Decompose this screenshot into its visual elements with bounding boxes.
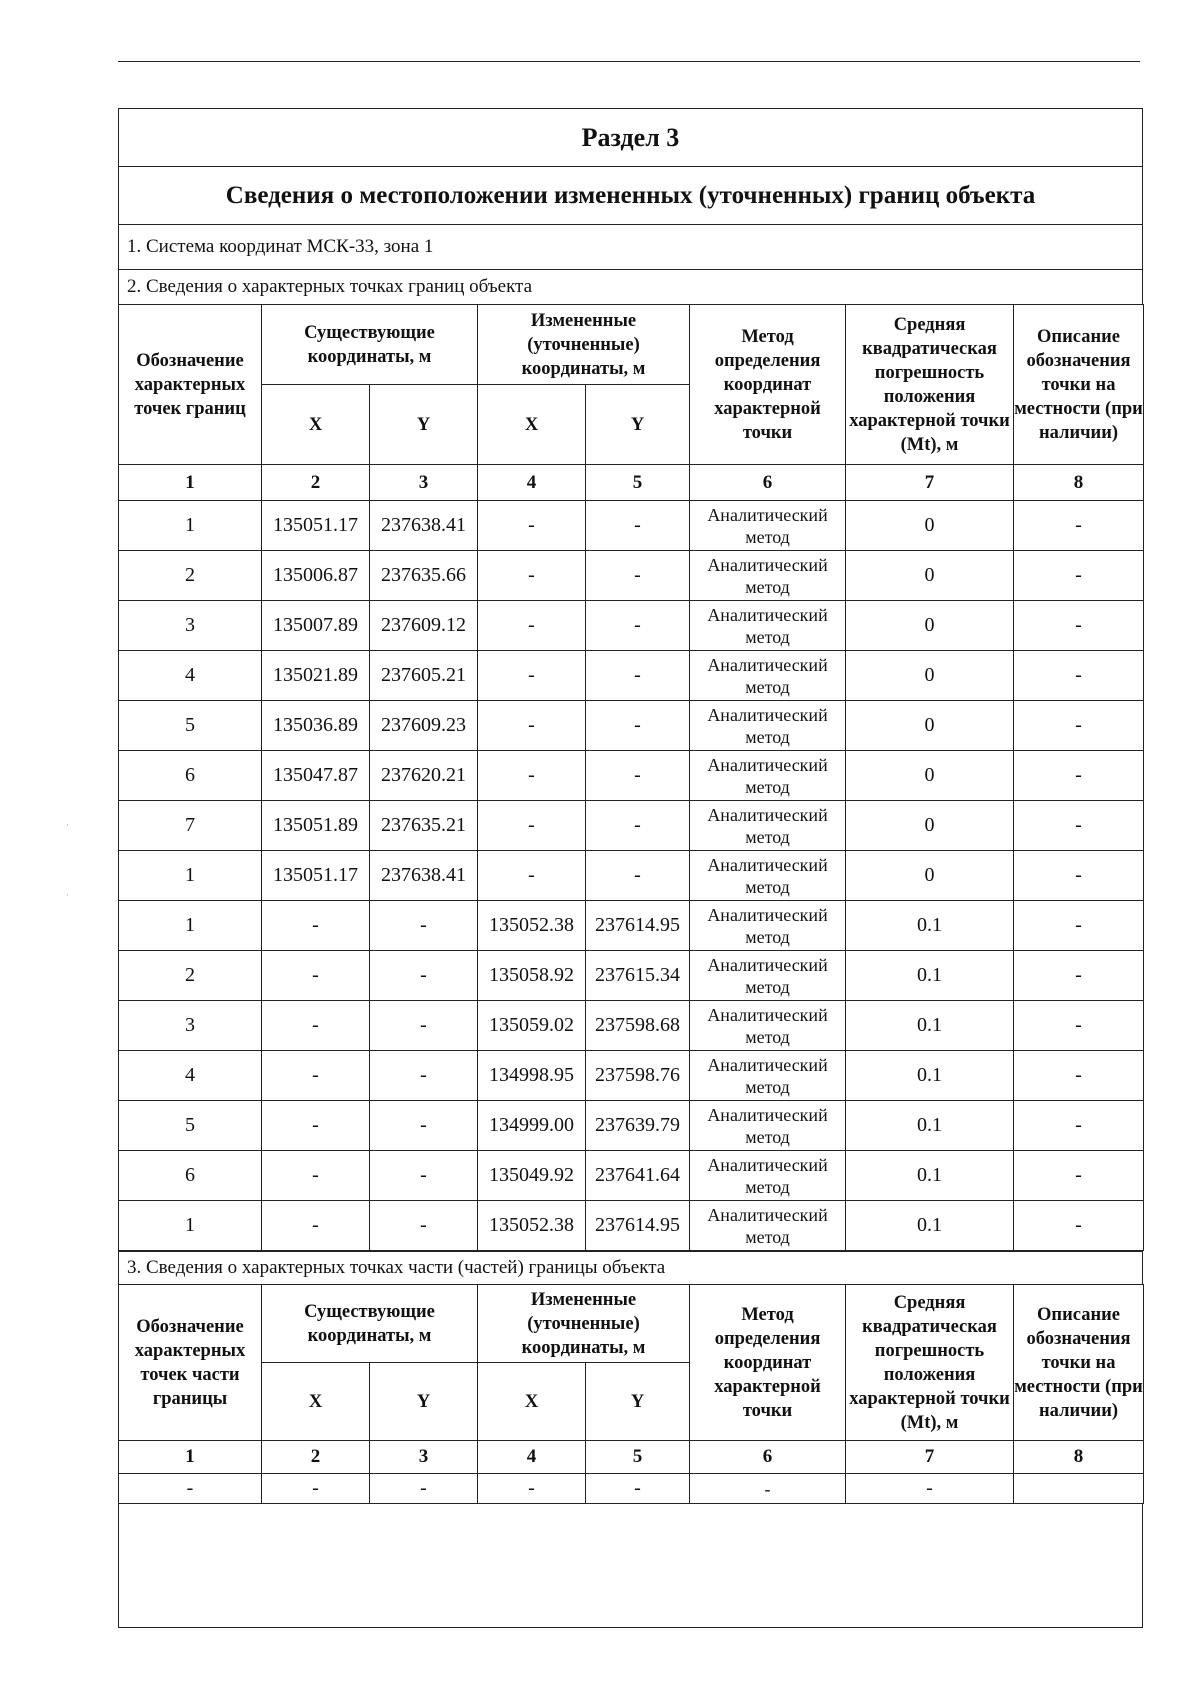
description-cell: - — [1014, 601, 1144, 651]
col-y-header: Y — [370, 385, 478, 465]
col-description-header: Описание обозначения точки на местности (при наличии) — [1014, 305, 1144, 465]
col-number: 3 — [370, 465, 478, 501]
point-cell: 1 — [119, 1201, 262, 1251]
description-cell: - — [1014, 1101, 1144, 1151]
existing-x-cell: 135047.87 — [262, 751, 370, 801]
table-row — [119, 551, 1144, 601]
changed-x-cell: 135052.38 — [478, 1201, 586, 1251]
col-x-header: X — [262, 1363, 370, 1441]
col-description-header: Описание обозначения точки на местности (при наличии) — [1014, 1285, 1144, 1441]
table-row — [119, 601, 1144, 651]
col-x-header: X — [262, 385, 370, 465]
existing-x-cell: - — [262, 1201, 370, 1251]
error-cell: 0 — [846, 801, 1014, 851]
part2-heading: 2. Сведения о характерных точках границ объекта — [118, 269, 1143, 304]
existing-y-cell: 237620.21 — [370, 751, 478, 801]
point-cell: 5 — [119, 1101, 262, 1151]
error-cell: 0 — [846, 851, 1014, 901]
method-cell: - — [690, 1474, 846, 1504]
existing-y-cell: - — [370, 1201, 478, 1251]
col-method-header: Метод определения координат характерной точки — [690, 1285, 846, 1441]
changed-y-cell: 237598.68 — [586, 1001, 690, 1051]
point-cell: 3 — [119, 601, 262, 651]
existing-x-cell: - — [262, 1051, 370, 1101]
method-cell: Аналитический метод — [690, 851, 846, 901]
existing-x-cell: 135051.17 — [262, 501, 370, 551]
margin-mark: · — [66, 890, 69, 900]
table-row — [119, 951, 1144, 1001]
part3-table-body — [119, 1474, 1144, 1504]
changed-x-cell: - — [478, 751, 586, 801]
existing-x-cell: - — [262, 1474, 370, 1504]
existing-y-cell: - — [370, 951, 478, 1001]
changed-y-cell: - — [586, 851, 690, 901]
description-cell: - — [1014, 951, 1144, 1001]
col-existing-header: Существующие координаты, м — [262, 305, 478, 385]
section-frame — [118, 108, 1143, 1628]
changed-y-cell: 237598.76 — [586, 1051, 690, 1101]
margin-mark: · — [66, 820, 69, 830]
point-cell: 4 — [119, 651, 262, 701]
col-number: 7 — [846, 465, 1014, 501]
description-cell: - — [1014, 801, 1144, 851]
part2-table-head — [119, 305, 1144, 501]
part2-table — [118, 304, 1144, 1251]
error-cell: 0.1 — [846, 1201, 1014, 1251]
table-row — [119, 1051, 1144, 1101]
table-row — [119, 1001, 1144, 1051]
changed-x-cell: 134998.95 — [478, 1051, 586, 1101]
table-row — [119, 851, 1144, 901]
changed-x-cell: - — [478, 1474, 586, 1504]
changed-x-cell: - — [478, 851, 586, 901]
changed-y-cell: - — [586, 751, 690, 801]
part3-table — [118, 1284, 1144, 1504]
changed-x-cell: - — [478, 651, 586, 701]
changed-y-cell: - — [586, 701, 690, 751]
description-cell: - — [1014, 751, 1144, 801]
description-cell: - — [1014, 701, 1144, 751]
changed-y-cell: 237615.34 — [586, 951, 690, 1001]
col-y-header: Y — [586, 385, 690, 465]
col-number: 7 — [846, 1441, 1014, 1474]
section-subtitle: Сведения о местоположении измененных (уточненных) границ объекта — [118, 166, 1143, 224]
point-cell: - — [119, 1474, 262, 1504]
existing-x-cell: - — [262, 1001, 370, 1051]
table-row — [119, 501, 1144, 551]
existing-y-cell: 237609.23 — [370, 701, 478, 751]
method-cell: Аналитический метод — [690, 501, 846, 551]
table-row — [119, 651, 1144, 701]
existing-x-cell: 135036.89 — [262, 701, 370, 751]
col-number: 2 — [262, 1441, 370, 1474]
table-row — [119, 801, 1144, 851]
col-designation-header: Обозначение характерных точек части границы — [119, 1285, 262, 1441]
existing-x-cell: 135051.17 — [262, 851, 370, 901]
top-rule — [118, 61, 1140, 62]
col-number: 8 — [1014, 465, 1144, 501]
existing-y-cell: - — [370, 1001, 478, 1051]
col-y-header: Y — [586, 1363, 690, 1441]
existing-x-cell: 135021.89 — [262, 651, 370, 701]
col-number: 4 — [478, 1441, 586, 1474]
col-number: 6 — [690, 1441, 846, 1474]
col-number: 4 — [478, 465, 586, 501]
existing-y-cell: 237605.21 — [370, 651, 478, 701]
method-cell: Аналитический метод — [690, 551, 846, 601]
method-cell: Аналитический метод — [690, 1001, 846, 1051]
part3-table-head — [119, 1285, 1144, 1474]
existing-y-cell: 237638.41 — [370, 851, 478, 901]
description-cell: - — [1014, 1001, 1144, 1051]
point-cell: 1 — [119, 501, 262, 551]
point-cell: 4 — [119, 1051, 262, 1101]
error-cell: 0 — [846, 601, 1014, 651]
section-title: Раздел 3 — [118, 108, 1143, 166]
point-cell: 6 — [119, 751, 262, 801]
description-cell: - — [1014, 501, 1144, 551]
changed-y-cell: 237614.95 — [586, 1201, 690, 1251]
table-row — [119, 1201, 1144, 1251]
changed-y-cell: 237639.79 — [586, 1101, 690, 1151]
table-row — [119, 1101, 1144, 1151]
col-designation-header: Обозначение характерных точек границ — [119, 305, 262, 465]
col-number: 5 — [586, 1441, 690, 1474]
method-cell: Аналитический метод — [690, 751, 846, 801]
changed-x-cell: - — [478, 601, 586, 651]
point-cell: 1 — [119, 851, 262, 901]
existing-x-cell: 135051.89 — [262, 801, 370, 851]
error-cell: 0 — [846, 701, 1014, 751]
changed-y-cell: - — [586, 1474, 690, 1504]
changed-y-cell: - — [586, 551, 690, 601]
col-number: 5 — [586, 465, 690, 501]
empty-area — [118, 1504, 1143, 1628]
method-cell: Аналитический метод — [690, 1051, 846, 1101]
error-cell: - — [846, 1474, 1014, 1504]
existing-x-cell: - — [262, 1151, 370, 1201]
part3-heading: 3. Сведения о характерных точках части (частей) границы объекта — [118, 1251, 1143, 1284]
changed-x-cell: 135049.92 — [478, 1151, 586, 1201]
existing-y-cell: - — [370, 1051, 478, 1101]
changed-x-cell: - — [478, 501, 586, 551]
existing-x-cell: - — [262, 901, 370, 951]
existing-x-cell: 135006.87 — [262, 551, 370, 601]
description-cell: - — [1014, 1201, 1144, 1251]
description-cell: - — [1014, 1051, 1144, 1101]
method-cell: Аналитический метод — [690, 1151, 846, 1201]
changed-y-cell: 237641.64 — [586, 1151, 690, 1201]
existing-y-cell: 237635.21 — [370, 801, 478, 851]
method-cell: Аналитический метод — [690, 1101, 846, 1151]
method-cell: Аналитический метод — [690, 651, 846, 701]
description-cell: - — [1014, 551, 1144, 601]
description-cell: - — [1014, 901, 1144, 951]
changed-y-cell: - — [586, 651, 690, 701]
error-cell: 0.1 — [846, 1001, 1014, 1051]
existing-x-cell: - — [262, 1101, 370, 1151]
changed-x-cell: 135059.02 — [478, 1001, 586, 1051]
col-method-header: Метод определения координат характерной точки — [690, 305, 846, 465]
table-row — [119, 1474, 1144, 1504]
point-cell: 1 — [119, 901, 262, 951]
table-row — [119, 751, 1144, 801]
col-number: 8 — [1014, 1441, 1144, 1474]
changed-x-cell: - — [478, 551, 586, 601]
changed-y-cell: - — [586, 501, 690, 551]
existing-x-cell: 135007.89 — [262, 601, 370, 651]
error-cell: 0.1 — [846, 1101, 1014, 1151]
description-cell — [1014, 1474, 1144, 1504]
existing-y-cell: - — [370, 1474, 478, 1504]
existing-y-cell: 237638.41 — [370, 501, 478, 551]
point-cell: 5 — [119, 701, 262, 751]
changed-x-cell: - — [478, 801, 586, 851]
description-cell: - — [1014, 1151, 1144, 1201]
changed-x-cell: 135052.38 — [478, 901, 586, 951]
point-cell: 3 — [119, 1001, 262, 1051]
error-cell: 0 — [846, 501, 1014, 551]
description-cell: - — [1014, 651, 1144, 701]
changed-x-cell: 134999.00 — [478, 1101, 586, 1151]
existing-y-cell: 237635.66 — [370, 551, 478, 601]
col-x-header: X — [478, 1363, 586, 1441]
error-cell: 0 — [846, 751, 1014, 801]
error-cell: 0.1 — [846, 951, 1014, 1001]
error-cell: 0.1 — [846, 1051, 1014, 1101]
method-cell: Аналитический метод — [690, 701, 846, 751]
col-existing-header: Существующие координаты, м — [262, 1285, 478, 1363]
col-number: 1 — [119, 1441, 262, 1474]
existing-y-cell: - — [370, 901, 478, 951]
col-x-header: X — [478, 385, 586, 465]
col-number: 3 — [370, 1441, 478, 1474]
point-cell: 7 — [119, 801, 262, 851]
existing-x-cell: - — [262, 951, 370, 1001]
col-number: 6 — [690, 465, 846, 501]
changed-x-cell: - — [478, 701, 586, 751]
method-cell: Аналитический метод — [690, 951, 846, 1001]
point-cell: 6 — [119, 1151, 262, 1201]
error-cell: 0 — [846, 551, 1014, 601]
error-cell: 0 — [846, 651, 1014, 701]
table-row — [119, 701, 1144, 751]
error-cell: 0.1 — [846, 901, 1014, 951]
point-cell: 2 — [119, 951, 262, 1001]
method-cell: Аналитический метод — [690, 801, 846, 851]
col-changed-header: Измененные (уточненные) координаты, м — [478, 305, 690, 385]
error-cell: 0.1 — [846, 1151, 1014, 1201]
point-cell: 2 — [119, 551, 262, 601]
changed-x-cell: 135058.92 — [478, 951, 586, 1001]
description-cell: - — [1014, 851, 1144, 901]
col-number: 2 — [262, 465, 370, 501]
existing-y-cell: - — [370, 1151, 478, 1201]
existing-y-cell: - — [370, 1101, 478, 1151]
table-row — [119, 901, 1144, 951]
method-cell: Аналитический метод — [690, 901, 846, 951]
table-row — [119, 1151, 1144, 1201]
changed-y-cell: - — [586, 601, 690, 651]
changed-y-cell: 237614.95 — [586, 901, 690, 951]
existing-y-cell: 237609.12 — [370, 601, 478, 651]
col-number: 1 — [119, 465, 262, 501]
col-error-header: Средняя квадратическая погрешность положения характерной точки (Mt), м — [846, 1285, 1014, 1441]
method-cell: Аналитический метод — [690, 1201, 846, 1251]
part2-table-body — [119, 501, 1144, 1251]
changed-y-cell: - — [586, 801, 690, 851]
col-error-header: Средняя квадратическая погрешность положения характерной точки (Mt), м — [846, 305, 1014, 465]
method-cell: Аналитический метод — [690, 601, 846, 651]
coordinate-system: 1. Система координат МСК-33, зона 1 — [118, 224, 1143, 269]
col-y-header: Y — [370, 1363, 478, 1441]
col-changed-header: Измененные (уточненные) координаты, м — [478, 1285, 690, 1363]
